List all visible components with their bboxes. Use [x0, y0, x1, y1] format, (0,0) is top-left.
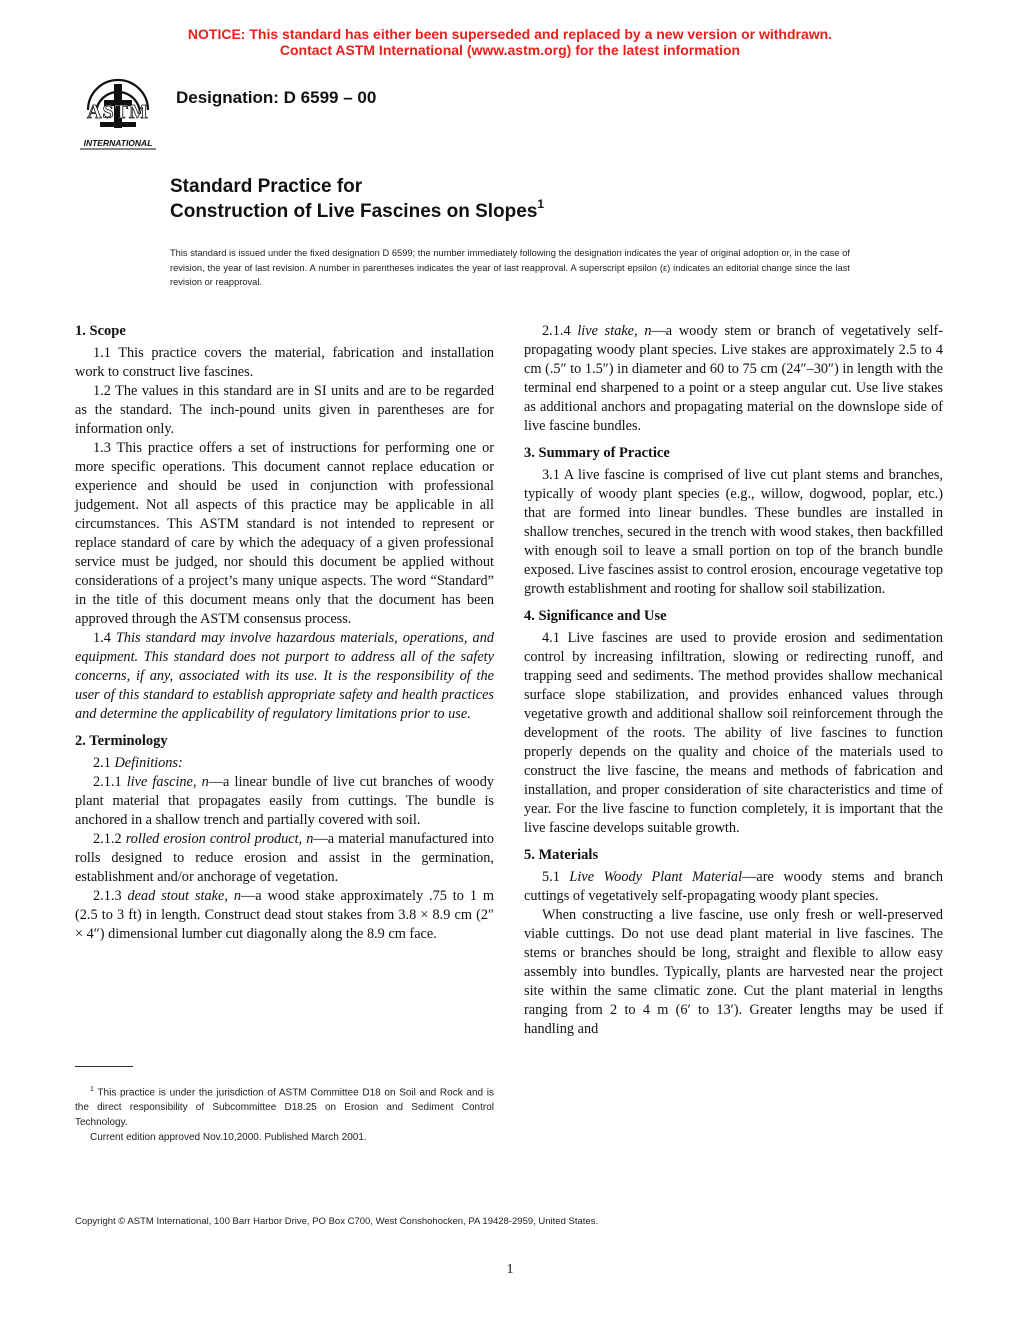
significance-paragraph: 4.1 Live fascines are used to provide erosion and sedimentation control by increasing infiltration, slowing or redirecting runoff, and trapping seed and sediments. The method provides shallow mechanical surface slope stabilization, and provides enhanced values through vegetative growth and additional shallow soil reinforcement through the development of the roots. The ability of live fascines to function properly depends on the quality and choice of the materials used to construct the live fascine, the means and methods of fabrication and installation, and proper consideration of site characteristics and time of year. For the live fascine to function completely, it is important that the live fascine develops suitable growth.: [524, 630, 943, 836]
notice-line-2: Contact ASTM International (www.astm.org) for the latest information: [279, 42, 741, 58]
copyright-line: Copyright © ASTM International, 100 Barr Harbor Drive, PO Box C700, West Conshohocken, PA 19428-2959, United States.: [75, 1216, 599, 1227]
page-number: 1: [506, 1262, 514, 1277]
footnote-mark: 1: [90, 1086, 94, 1093]
withdrawal-notice: [0, 26, 1020, 58]
left-column: [75, 322, 494, 944]
title-footnote-mark: 1: [537, 197, 545, 211]
scope-safety-paragraph: 1.4 This standard may involve hazardous materials, operations, and equipment. This standard does not purport to address all of the safety concerns, if any, associated with its use. It is the responsibility of the user of this standard to establish appropriate safety and health practices and determine the applicability of regulatory limitations prior to use.: [75, 630, 494, 722]
term-definition: 2.1.1 live fascine, n—a linear bundle of live cut branches of woody plant material that propagates easily from cuttings. The bundle is anchored in a shallow trench and partially covered with soil.: [75, 774, 494, 828]
footnote: [75, 1082, 494, 1145]
logo-letters: ASTM: [87, 101, 149, 123]
term-definition: 2.1.4 live stake, n—a woody stem or branch of vegetatively self-propagating woody plant species. Live stakes are approximately 2.5 to 4 cm (.5″ to 1.5″) in diameter and 60 to 75 cm (24″–30″) in length with the terminal end sharpened to a point or a steep angular cut. Use live stakes as additional anchors and propagating material on the downslope side of live fascine bundles.: [524, 323, 944, 434]
footnote-edition: Current edition approved Nov.10,2000. Published March 2001.: [90, 1132, 367, 1144]
title-line-2: Construction of Live Fascines on Slopes: [170, 201, 538, 222]
definitions-label: 2.1 Definitions:: [93, 755, 183, 771]
summary-paragraph: 3.1 A live fascine is comprised of live cut plant stems and branches, typically of woody plant species (e.g., willow, dogwood, poplar, etc.) that are formed into linear bundles. These bundles are installed in shallow trenches, secured in the trench with wood stakes, then backfilled with enough soil to leave a small portion on top of the branch bundle exposed. Live fascines assist to control erosion, encourage vegetative top growth establishment and rooting for shallow soil stabilization.: [524, 467, 943, 597]
logo-subtext: INTERNATIONAL: [83, 138, 153, 148]
title-line-1: Standard Practice for: [170, 176, 363, 197]
right-column: [524, 322, 943, 1039]
issuance-note: This standard is issued under the fixed designation D 6599; the number immediately following the designation indicates the year of original adoption or, in the case of revision, the year of last revision. A number in parentheses indicates the year of last reapproval. A superscript epsilon (ε) indicates an editorial change since the last revision or reapproval.: [170, 248, 850, 287]
term-definition: 2.1.2 rolled erosion control product, n—a material manufactured into rolls designed to reduce erosion and assist in the germination, establishment and/or anchorage of vegetation.: [75, 831, 494, 885]
scope-paragraph: 1.2 The values in this standard are in SI units and are to be regarded as the standard. The inch-pound units given in parentheses are for information only.: [75, 383, 494, 437]
materials-paragraph: 5.1 Live Woody Plant Material—are woody stems and branch cuttings of vegetatively self-propagating woody plant species.: [524, 869, 944, 904]
section-materials-heading: 5. Materials: [524, 847, 599, 863]
notice-line-1: NOTICE: This standard has either been superseded and replaced by a new version or withdrawn.: [187, 26, 833, 42]
document-title: [170, 174, 544, 224]
footnote-text: This practice is under the jurisdiction of ASTM Committee D18 on Soil and Rock and is the direct responsibility of Subcommittee D18.25 on Erosion and Sediment Control Technology.: [75, 1087, 494, 1129]
astm-logo: [74, 74, 162, 154]
section-terminology-heading: 2. Terminology: [75, 733, 168, 749]
section-summary-heading: 3. Summary of Practice: [524, 445, 670, 461]
section-significance-heading: 4. Significance and Use: [524, 608, 667, 624]
footnote-divider: [75, 1066, 133, 1067]
materials-paragraph: When constructing a live fascine, use only fresh or well-preserved viable cuttings. Do not use dead plant material in live fascines. The stems or branches should be long, straight and flexible to allow easy assembly into bundles. Typically, plants are harvested near the project site within the same climatic zone. Cut the plant material in lengths ranging from 2 to 4 m (6′ to 13′). Greater lengths may be used if handling and: [524, 907, 943, 1037]
section-scope-heading: 1. Scope: [75, 323, 126, 339]
designation: Designation: D 6599 – 00: [176, 88, 377, 107]
term-definition: 2.1.3 dead stout stake, n—a wood stake approximately .75 to 1 m (2.5 to 3 ft) in length. Construct dead stout stakes from 3.8 × 8.9 cm (2″ × 4″) dimensional lumber cut diagonally along the 8.9 cm face.: [75, 888, 495, 942]
scope-paragraph: 1.1 This practice covers the material, fabrication and installation work to construct live fascines.: [75, 345, 494, 380]
scope-paragraph: 1.3 This practice offers a set of instructions for performing one or more specific operations. This document cannot replace education or experience and should be used in conjunction with professional judgement. Not all aspects of this practice may be applicable in all circumstances. This ASTM standard is not intended to represent or replace standard of care by which the adequacy of a given professional service must be judged, nor should this document be applied without considerations of a project’s many unique aspects. The word “Standard” in the title of this document means only that the document has been approved through the ASTM consensus process.: [75, 440, 494, 627]
